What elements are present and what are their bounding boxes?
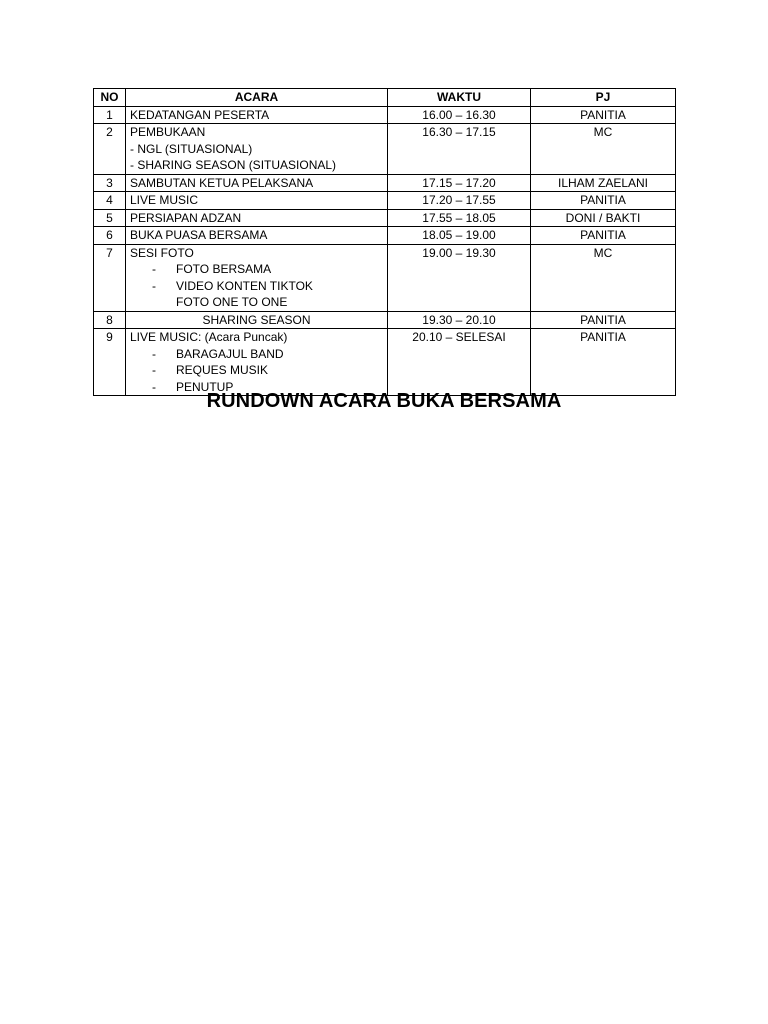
row-pj: PANITIA: [531, 311, 676, 329]
row-waktu: 19.00 – 19.30: [388, 244, 531, 311]
row-acara: BUKA PUASA BERSAMA: [126, 227, 388, 245]
table-header-row: [94, 89, 676, 107]
acara-sub: REQUES MUSIK: [176, 363, 269, 377]
row-acara: SAMBUTAN KETUA PELAKSANA: [126, 174, 388, 192]
acara-sub: - NGL (SITUASIONAL): [130, 141, 253, 156]
row-no: 1: [94, 106, 126, 124]
document-title: RUNDOWN ACARA BUKA BERSAMA: [206, 390, 562, 412]
table-row: [94, 174, 676, 192]
row-acara: PERSIAPAN ADZAN: [126, 209, 388, 227]
acara-main: LIVE MUSIC: (Acara Puncak): [130, 330, 288, 344]
bullet-dash: -: [152, 262, 156, 276]
bullet-dash: -: [152, 278, 156, 293]
row-waktu: 16.00 – 16.30: [388, 106, 531, 124]
acara-sub: VIDEO KONTEN TIKTOK: [176, 278, 313, 293]
row-no: 4: [94, 192, 126, 210]
row-pj: MC: [531, 124, 676, 175]
table-row: [94, 124, 676, 175]
acara-bullet: [130, 278, 383, 295]
row-waktu: 17.15 – 17.20: [388, 174, 531, 192]
row-acara: SHARING SEASON: [126, 311, 388, 329]
row-pj: PANITIA: [531, 329, 676, 396]
row-acara: KEDATANGAN PESERTA: [126, 106, 388, 124]
row-waktu: 19.30 – 20.10: [388, 311, 531, 329]
row-pj: ILHAM ZAELANI: [531, 174, 676, 192]
bullet-dash: -: [152, 346, 156, 361]
rundown-table: [93, 88, 676, 396]
row-no: 3: [94, 174, 126, 192]
row-pj: PANITIA: [531, 227, 676, 245]
row-waktu: 18.05 – 19.00: [388, 227, 531, 245]
acara-sub: BARAGAJUL BAND: [176, 346, 284, 361]
row-pj: PANITIA: [531, 106, 676, 124]
table-row: [94, 106, 676, 124]
row-pj: MC: [531, 244, 676, 311]
acara-sub: PENUTUP: [176, 379, 234, 394]
table-row: [94, 329, 676, 396]
acara-sub: FOTO ONE TO ONE: [176, 295, 288, 309]
row-pj: PANITIA: [531, 192, 676, 210]
acara-bullet: [130, 346, 383, 363]
row-acara: [126, 244, 388, 311]
row-no: 7: [94, 244, 126, 311]
acara-sub: - SHARING SEASON (SITUASIONAL): [130, 158, 337, 172]
bullet-dash: -: [152, 363, 156, 377]
acara-bullet: [130, 362, 383, 379]
acara-main: PEMBUKAAN: [130, 125, 206, 139]
row-no: 6: [94, 227, 126, 245]
row-no: 8: [94, 311, 126, 329]
row-waktu: 20.10 – SELESAI: [388, 329, 531, 396]
row-acara: LIVE MUSIC: [126, 192, 388, 210]
table-row: [94, 209, 676, 227]
row-no: 9: [94, 329, 126, 396]
header-waktu: WAKTU: [388, 89, 531, 107]
table-row: [94, 244, 676, 311]
table-row: [94, 192, 676, 210]
acara-bullet: [130, 261, 383, 278]
row-waktu: 16.30 – 17.15: [388, 124, 531, 175]
row-waktu: 17.20 – 17.55: [388, 192, 531, 210]
row-no: 5: [94, 209, 126, 227]
row-no: 2: [94, 124, 126, 175]
table-row: [94, 227, 676, 245]
table-row: [94, 311, 676, 329]
row-acara: [126, 124, 388, 175]
row-acara: [126, 329, 388, 396]
acara-sub: FOTO BERSAMA: [176, 262, 272, 276]
bullet-dash: -: [152, 379, 156, 394]
header-acara: ACARA: [126, 89, 388, 107]
row-pj: DONI / BAKTI: [531, 209, 676, 227]
header-pj: PJ: [531, 89, 676, 107]
acara-main: SESI FOTO: [130, 245, 194, 260]
header-no: NO: [94, 89, 126, 107]
row-waktu: 17.55 – 18.05: [388, 209, 531, 227]
